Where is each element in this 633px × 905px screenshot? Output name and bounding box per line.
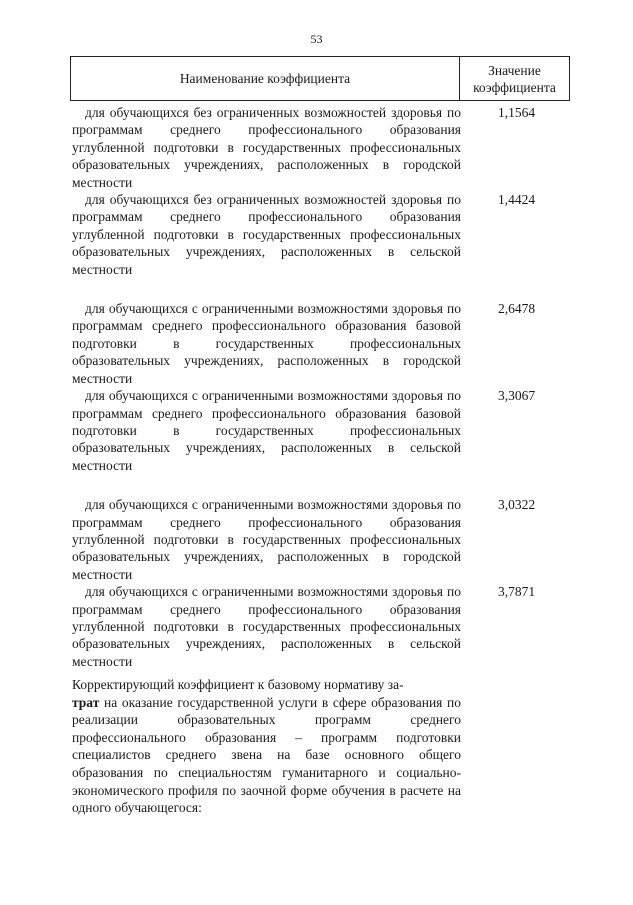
header-value-line2: коэффициента — [473, 79, 556, 95]
row-description: для обучающихся с ограниченными возможностями здоровья по программам среднего профессионального образования базовой подготовки в государственных профессиональных образовательных учреждениях, расположенных в сельской местности — [72, 388, 461, 473]
row-value: 3,3067 — [497, 388, 536, 404]
footer-text-bold: трат — [72, 694, 100, 710]
header-coefficient-value — [460, 57, 569, 100]
coefficient-table — [72, 104, 572, 670]
footer-text-start: Корректирующий коэффициент к базовому нормативу за- — [72, 677, 404, 692]
row-description: для обучающихся без ограниченных возможностей здоровья по программам среднего профессионального образования углубленной подготовки в государственных профессиональных образовательных учреждениях, расположенных в сельской местности — [72, 192, 461, 277]
table-row — [72, 300, 572, 387]
row-description: для обучающихся с ограниченными возможностями здоровья по программам среднего профессионального образования базовой подготовки в государственных профессиональных образовательных учреждениях, расположенных в городской местности — [72, 301, 461, 386]
footer-text-rest: на оказание государственной услуги в сфере образования по реализации образовательных программ среднего профессионального образования – программ подготовки специалистов среднего звена на базе основного общего образования по специальностям гуманитарного и социально-экономического профиля по заочной форме обучения в расчете на одного обучающегося: — [72, 694, 461, 816]
row-value: 3,0322 — [497, 497, 536, 513]
row-description: для обучающихся с ограниченными возможностями здоровья по программам среднего профессионального образования углубленной подготовки в государственных профессиональных образовательных учреждениях, расположенных в сельской местности — [72, 584, 461, 669]
table-header — [70, 56, 570, 101]
header-value-line1: Значение — [488, 62, 541, 78]
row-value: 1,1564 — [497, 105, 536, 120]
table-row — [72, 191, 572, 278]
row-description: для обучающихся с ограниченными возможностями здоровья по программам среднего профессионального образования углубленной подготовки в государственных профессиональных образовательных учреждениях, расположенных в городской местности — [72, 497, 461, 582]
row-value: 3,7871 — [497, 584, 536, 600]
table-row — [72, 496, 572, 583]
page-number: 53 — [310, 32, 323, 46]
row-description: для обучающихся без ограниченных возможностей здоровья по программам среднего профессионального образования углубленной подготовки в государственных профессиональных образовательных учреждениях, расположенных в городской местности — [72, 105, 461, 190]
header-coefficient-name: Наименование коэффициента — [71, 57, 460, 100]
table-row — [72, 104, 572, 191]
row-value: 2,6478 — [497, 301, 536, 317]
correction-coefficient-description — [72, 676, 461, 817]
row-value: 1,4424 — [497, 192, 536, 208]
table-row — [72, 387, 572, 474]
table-row — [72, 583, 572, 670]
